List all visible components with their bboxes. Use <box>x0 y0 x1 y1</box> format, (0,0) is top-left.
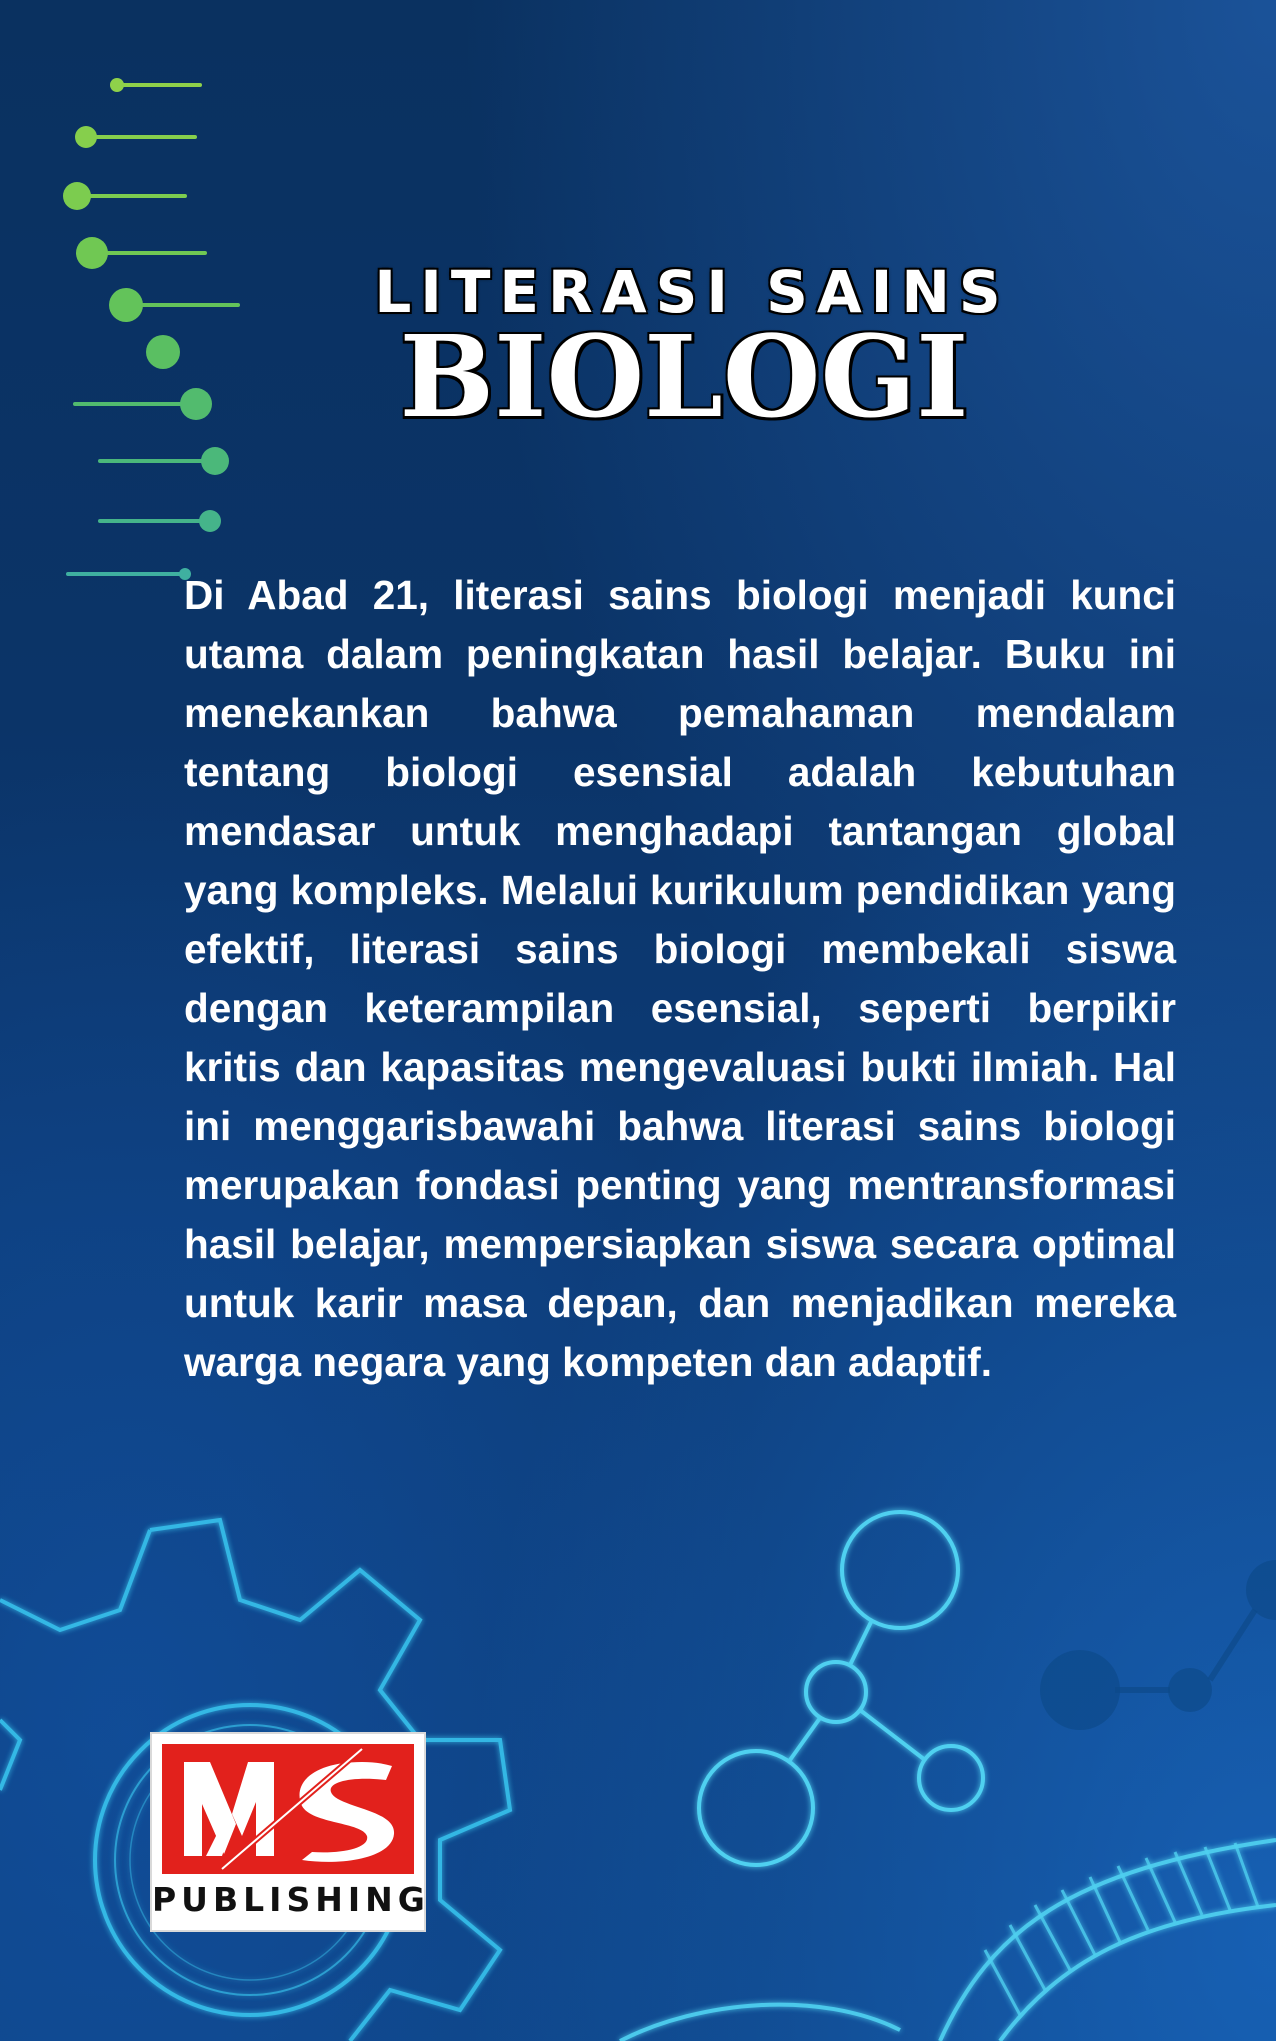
publisher-logo <box>150 1732 430 1932</box>
publisher-name: PUBLISHING <box>152 1880 430 1919</box>
ms-logo-mark <box>162 1744 414 1874</box>
title-line-2: BIOLOGI <box>399 312 969 443</box>
synopsis-paragraph: Di Abad 21, literasi sains biologi menjadi kunci utama dalam peningkatan hasil belajar. Buku ini menekankan bahwa pemahaman mendalam tentang biologi esensial adalah kebutuhan mendasar untuk menghadapi tantangan global yang kompleks. Melalui kurikulum pendidikan yang efektif, literasi sains biologi membekali siswa dengan keterampilan esensial, seperti berpikir kritis dan kapasitas mengevaluasi bukti ilmiah. Hal ini menggarisbawahi bahwa literasi sains biologi merupakan fondasi penting yang mentransformasi hasil belajar, mempersiapkan siswa secara optimal untuk karir masa depan, dan menjadikan mereka warga negara yang kompeten dan adaptif. <box>184 572 1176 1385</box>
title-line-1: LITERASI SAINS <box>374 258 1010 326</box>
